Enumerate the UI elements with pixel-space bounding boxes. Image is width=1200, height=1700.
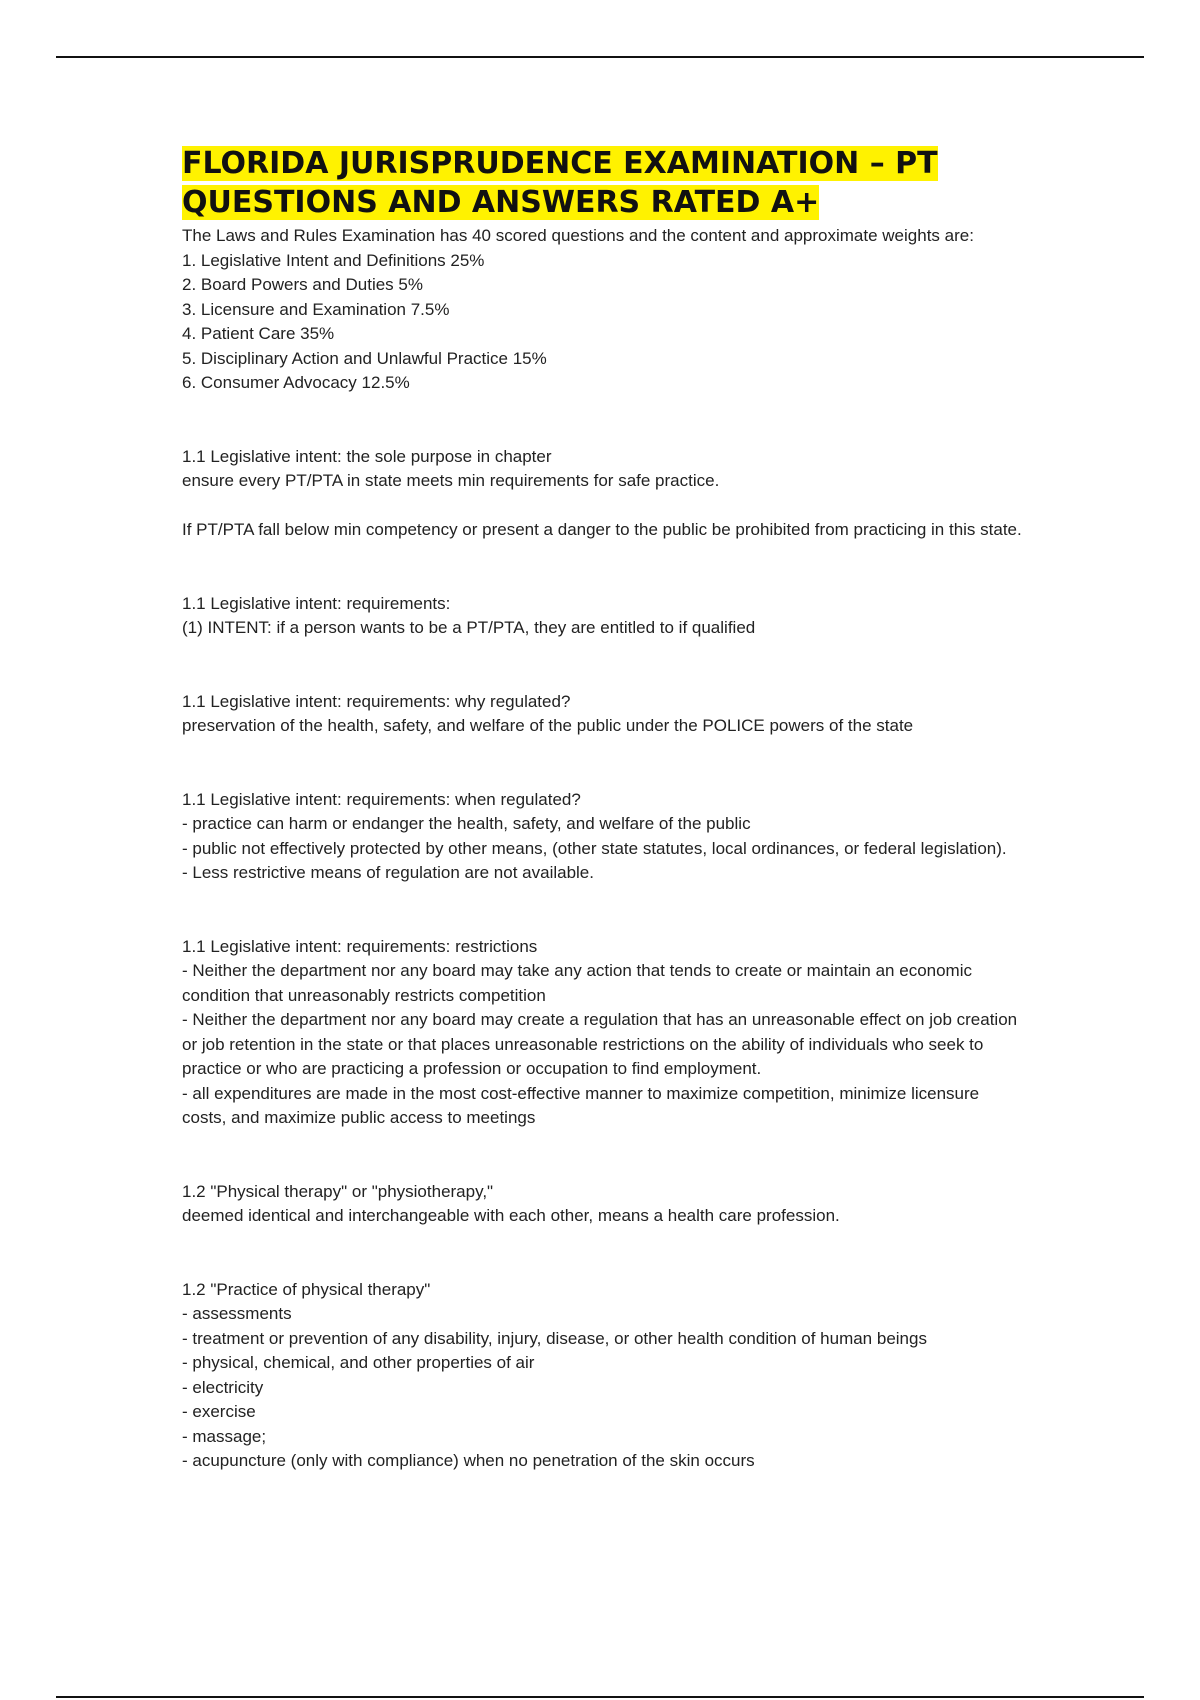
qa-bullet: - physical, chemical, and other properties of air bbox=[182, 1353, 535, 1372]
qa-answer: deemed identical and interchangeable with each other, means a health care profession. bbox=[182, 1206, 840, 1225]
qa-bullet: - all expenditures are made in the most cost-effective manner to maximize competition, minimize licensure costs, and maximize public access to meetings bbox=[182, 1083, 980, 1127]
qa-section bbox=[182, 935, 1022, 1131]
qa-answer-continued: If PT/PTA fall below min competency or present a danger to the public be prohibited from practicing in this state. bbox=[182, 520, 1022, 539]
weights-list bbox=[182, 249, 1022, 396]
qa-bullet-list bbox=[182, 1302, 1022, 1474]
qa-bullet: - massage; bbox=[182, 1426, 267, 1446]
qa-question: 1.1 Legislative intent: requirements: when regulated? bbox=[182, 789, 581, 809]
qa-bullet-list bbox=[182, 959, 1022, 1131]
qa-bullet: - Neither the department nor any board may take any action that tends to create or maintain an economic condition that unreasonably restricts competition bbox=[182, 961, 972, 1005]
weights-list-item: 2. Board Powers and Duties 5% bbox=[182, 275, 423, 294]
qa-bullet: - exercise bbox=[182, 1402, 256, 1421]
weights-list-item: 5. Disciplinary Action and Unlawful Practice 15% bbox=[182, 348, 547, 368]
intro-paragraph: The Laws and Rules Examination has 40 scored questions and the content and approximate weights are: bbox=[182, 226, 974, 245]
qa-bullet: - practice can harm or endanger the health, safety, and welfare of the public bbox=[182, 814, 751, 833]
qa-section bbox=[182, 1278, 1022, 1474]
qa-question: 1.1 Legislative intent: the sole purpose in chapter bbox=[182, 446, 552, 466]
weights-list-item: 4. Patient Care 35% bbox=[182, 324, 335, 343]
qa-answer: preservation of the health, safety, and welfare of the public under the POLICE powers of the state bbox=[182, 716, 914, 735]
qa-section bbox=[182, 1180, 1022, 1229]
weights-list-item: 6. Consumer Advocacy 12.5% bbox=[182, 373, 410, 392]
document-page bbox=[182, 144, 1022, 1474]
qa-answer: (1) INTENT: if a person wants to be a PT/PTA, they are entitled to if qualified bbox=[182, 618, 756, 637]
qa-answer: ensure every PT/PTA in state meets min requirements for safe practice. bbox=[182, 471, 720, 490]
qa-question: 1.1 Legislative intent: requirements: why regulated? bbox=[182, 691, 571, 711]
qa-section bbox=[182, 690, 1022, 739]
qa-bullet: - acupuncture (only with compliance) when no penetration of the skin occurs bbox=[182, 1451, 755, 1470]
qa-bullet: - Neither the department nor any board may create a regulation that has an unreasonable effect on job creation or job retention in the state or that places unreasonable restrictions on the ability of individuals who seek to practice or who are practicing a profession or occupation to find employment. bbox=[182, 1010, 1018, 1078]
qa-bullet: - treatment or prevention of any disability, injury, disease, or other health condition of human beings bbox=[182, 1328, 927, 1348]
weights-list-item: 3. Licensure and Examination 7.5% bbox=[182, 299, 450, 319]
qa-question: 1.1 Legislative intent: requirements: bbox=[182, 593, 451, 613]
qa-bullet: - assessments bbox=[182, 1304, 292, 1323]
qa-section bbox=[182, 592, 1022, 641]
weights-list-item: 1. Legislative Intent and Definitions 25% bbox=[182, 250, 485, 270]
qa-bullet: - electricity bbox=[182, 1377, 264, 1397]
qa-bullet-list bbox=[182, 812, 1022, 886]
qa-bullet: - Less restrictive means of regulation are not available. bbox=[182, 863, 594, 882]
qa-question: 1.2 "Practice of physical therapy" bbox=[182, 1279, 431, 1299]
page-top-rule bbox=[56, 56, 1144, 58]
qa-question: 1.1 Legislative intent: requirements: restrictions bbox=[182, 936, 538, 956]
title-line-1: FLORIDA JURISPRUDENCE EXAMINATION – PT bbox=[182, 146, 938, 181]
qa-section bbox=[182, 445, 1022, 543]
document-title bbox=[182, 144, 1022, 222]
qa-question: 1.2 "Physical therapy" or "physiotherapy," bbox=[182, 1181, 494, 1201]
title-line-2: QUESTIONS AND ANSWERS RATED A+ bbox=[182, 185, 820, 220]
qa-section bbox=[182, 788, 1022, 886]
page-bottom-rule bbox=[56, 1696, 1144, 1698]
qa-bullet: - public not effectively protected by other means, (other state statutes, local ordinances, or federal legislation). bbox=[182, 838, 1007, 858]
